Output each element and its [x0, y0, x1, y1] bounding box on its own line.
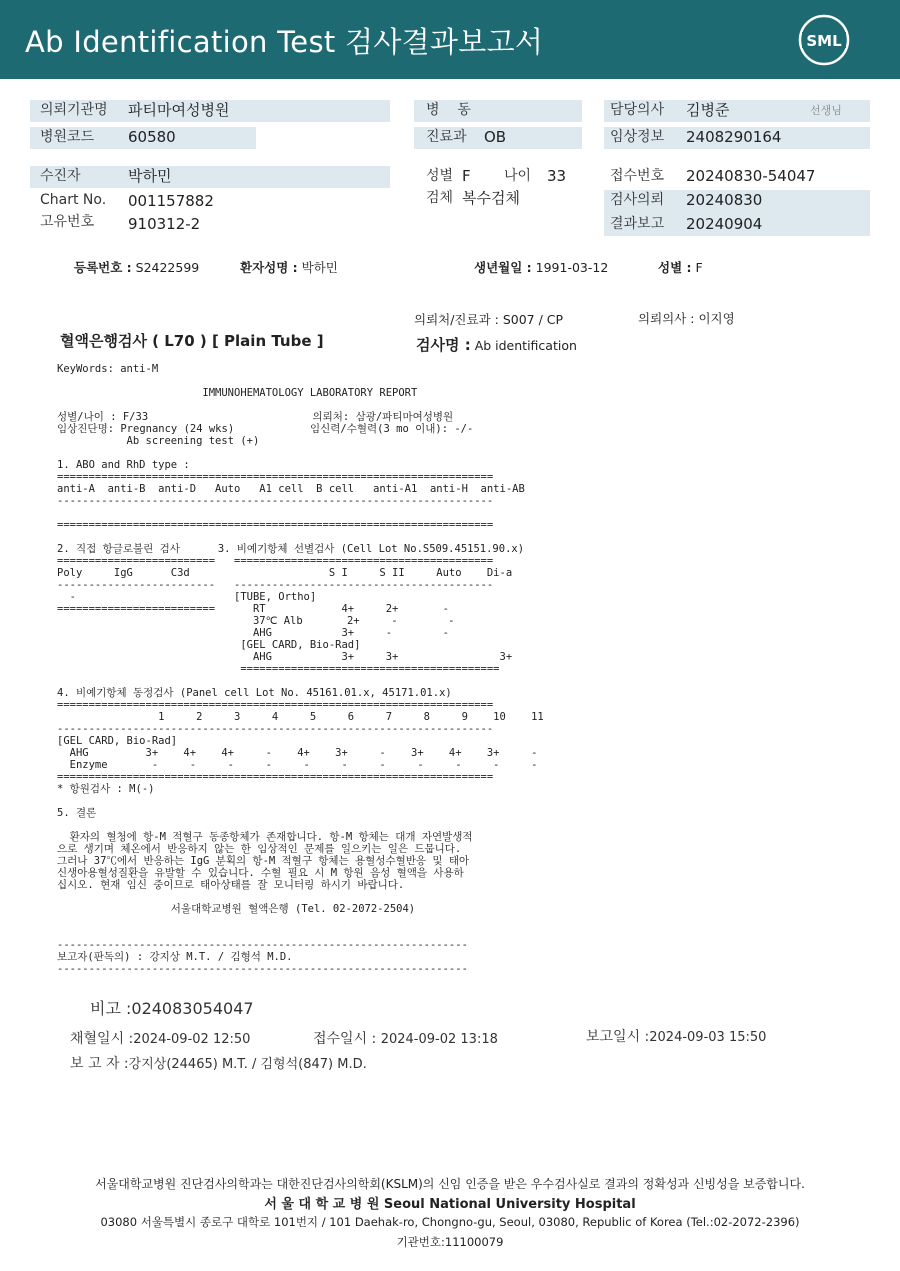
- report-line: ---------------------------------------------------------------------: [57, 495, 494, 507]
- report-line: AHG 3+ - -: [57, 627, 449, 639]
- report-line: 성별/나이 : F/33 의뢰처: 삼광/파티마여성병원: [57, 411, 454, 423]
- report-line: -----------------------------------------------------------------: [57, 939, 468, 951]
- reporter-field: 보 고 자 :강지상(24465) M.T. / 김형석(847) M.D.: [70, 1056, 367, 1072]
- report-body: [57, 363, 544, 975]
- report-line: [57, 819, 544, 831]
- report-line: [57, 927, 544, 939]
- report-line: [57, 447, 544, 459]
- dob-field: 생년월일 : 1991-03-12: [474, 260, 609, 275]
- chart-label: Chart No.: [40, 192, 107, 208]
- row-bg: [30, 166, 390, 188]
- report-line: [57, 507, 544, 519]
- report-line: 신생아용혈성질환을 유발할 수 있습니다. 수혈 필요 시 M 항원 음성 혈액을 사용하: [57, 867, 464, 879]
- report-line: 1. ABO and RhD type :: [57, 459, 190, 471]
- report-line: 으로 생기며 체온에서 반응하지 않는 한 임상적인 문제를 일으키는 일은 드뭅니다.: [57, 843, 462, 855]
- uid-label: 고유번호: [40, 214, 95, 230]
- doctor-value: 김병준: [686, 101, 730, 119]
- report-line: 5. 결론: [57, 807, 97, 819]
- report-line: [57, 375, 544, 387]
- report-line: AHG 3+ 4+ 4+ - 4+ 3+ - 3+ 4+ 3+ -: [57, 747, 538, 759]
- note-field: 비고 :024083054047: [90, 999, 254, 1018]
- doctor-suffix: 선생님: [810, 104, 842, 117]
- report-line: Ab screening test (+): [57, 435, 260, 447]
- receipt-label: 접수번호: [610, 168, 665, 184]
- sex-value: F: [462, 167, 471, 185]
- report-line: 4. 비예기항체 동정검사 (Panel cell Lot No. 45161.01.x, 45171.01.x): [57, 687, 452, 699]
- ward-label: 병 동: [426, 102, 471, 118]
- report-line: [57, 795, 544, 807]
- report-line: =====================================================================: [57, 699, 494, 711]
- name-field: 환자성명 : 박하민: [240, 260, 338, 275]
- sex-label: 성별: [426, 168, 454, 184]
- report-line: =====================================================================: [57, 519, 494, 531]
- dept-value: OB: [484, 128, 507, 146]
- specimen-value: 복수검체: [462, 189, 520, 207]
- report-header: [0, 0, 900, 79]
- request-value: 20240830: [686, 191, 763, 209]
- report-line: Enzyme - - - - - - - - - - -: [57, 759, 538, 771]
- clinical-label: 임상정보: [610, 129, 665, 145]
- testname-field: 검사명 : Ab identification: [416, 336, 577, 354]
- hospital-address: 03080 서울특별시 종로구 대학로 101번지 / 101 Daehak-ro, Chongno-gu, Seoul, 03080, Republic of Korea (Tel.:02-2072-2396): [100, 1215, 800, 1229]
- report-line: 보고자(판독의) : 강지상 M.T. / 김형석 M.D.: [57, 951, 293, 963]
- report-line: [57, 915, 544, 927]
- age-label: 나이: [504, 168, 532, 184]
- report-time-field: 보고일시 :2024-09-03 15:50: [586, 1029, 767, 1045]
- result-value: 20240904: [686, 215, 763, 233]
- report-line: =====================================================================: [57, 771, 494, 783]
- report-line: ---------------------------------------------------------------------: [57, 723, 494, 735]
- report-line: KeyWords: anti-M: [57, 363, 159, 375]
- report-line: [57, 531, 544, 543]
- report-line: 1 2 3 4 5 6 7 8 9 10 11: [57, 711, 544, 723]
- institution-value: 파티마여성병원: [128, 101, 230, 119]
- report-line: ========================= =========================================: [57, 555, 494, 567]
- report-line: AHG 3+ 3+ 3+: [57, 651, 513, 663]
- patient-label: 수진자: [40, 168, 81, 184]
- report-line: 임상진단명: Pregnancy (24 wks) 임신력/수혈력(3 mo 이내): -/-: [57, 423, 474, 435]
- report-line: 십시오. 현재 임신 중이므로 태아상태를 잘 모니터링 하시기 바랍니다.: [57, 879, 405, 891]
- report-line: anti-A anti-B anti-D Auto A1 cell B cell anti-A1 anti-H anti-AB: [57, 483, 525, 495]
- dept-label: 진료과: [426, 129, 467, 145]
- specimen-label: 검체: [426, 190, 454, 206]
- reg-field: 등록번호 : S2422599: [74, 260, 200, 275]
- report-line: [GEL CARD, Bio-Rad]: [57, 639, 361, 651]
- logo-text: SML: [806, 32, 842, 50]
- report-line: =====================================================================: [57, 471, 494, 483]
- patient-value: 박하민: [128, 167, 172, 185]
- report-line: 그러나 37℃에서 반응하는 IgG 분획의 항-M 적혈구 항체는 용혈성수혈반응 및 태아: [57, 855, 470, 867]
- report-line: 2. 직접 항글로불린 검사 3. 비예기항체 선별검사 (Cell Lot No.S509.45151.90.x): [57, 543, 525, 555]
- receipt-value: 20240830-54047: [686, 167, 816, 185]
- collect-field: 채혈일시 :2024-09-02 12:50: [70, 1031, 251, 1047]
- report-line: [GEL CARD, Bio-Rad]: [57, 735, 178, 747]
- uid-value: 910312-2: [128, 215, 201, 233]
- clinical-value: 2408290164: [686, 128, 782, 146]
- report-line: ------------------------- -----------------------------------------: [57, 579, 494, 591]
- sex-field: 성별 : F: [658, 260, 703, 275]
- report-line: [57, 399, 544, 411]
- report-line: 환자의 혈청에 항-M 적혈구 동종항체가 존재합니다. 항-M 항체는 대개 자연발생적: [57, 831, 473, 843]
- report-line: [57, 891, 544, 903]
- report-line: =========================================: [57, 663, 500, 675]
- request-label: 검사의뢰: [610, 192, 665, 208]
- report-line: -----------------------------------------------------------------: [57, 963, 468, 975]
- institution-label: 의뢰기관명: [40, 102, 108, 118]
- report-line: 서울대학교병원 혈액은행 (Tel. 02-2072-2504): [57, 903, 416, 915]
- dept-field: 의뢰처/진료과 : S007 / CP: [414, 312, 564, 327]
- report-line: IMMUNOHEMATOLOGY LABORATORY REPORT: [57, 387, 418, 399]
- hospital-name: 서 울 대 학 교 병 원 Seoul National University Hospital: [264, 1197, 636, 1212]
- hospcode-label: 병원코드: [40, 129, 95, 145]
- doc-field: 의뢰의사 : 이지영: [638, 311, 735, 326]
- age-value: 33: [547, 167, 567, 185]
- report-line: 37℃ Alb 2+ - -: [57, 615, 455, 627]
- doctor-label: 담당의사: [610, 102, 665, 118]
- report-line: - [TUBE, Ortho]: [57, 591, 317, 603]
- report-line: ========================= RT 4+ 2+ -: [57, 603, 449, 615]
- chart-value: 001157882: [128, 192, 214, 210]
- test-title: 혈액은행검사 ( L70 ) [ Plain Tube ]: [60, 332, 324, 350]
- sml-logo: [798, 14, 850, 66]
- report-line: Poly IgG C3d S I S II Auto Di-a: [57, 567, 513, 579]
- receive-field: 접수일시 : 2024-09-02 13:18: [313, 1031, 498, 1047]
- report-title: Ab Identification Test 검사결과보고서: [25, 25, 544, 59]
- report-line: * 항원검사 : M(-): [57, 783, 155, 795]
- hospcode-value: 60580: [128, 128, 176, 146]
- institution-number: 기관번호:11100079: [396, 1235, 504, 1249]
- report-line: [57, 675, 544, 687]
- result-label: 결과보고: [610, 216, 665, 232]
- certification-text: 서울대학교병원 진단검사의학과는 대한진단검사의학회(KSLM)의 신임 인증을 받은 우수검사실로 결과의 정확성과 신빙성을 보증합니다.: [95, 1177, 805, 1191]
